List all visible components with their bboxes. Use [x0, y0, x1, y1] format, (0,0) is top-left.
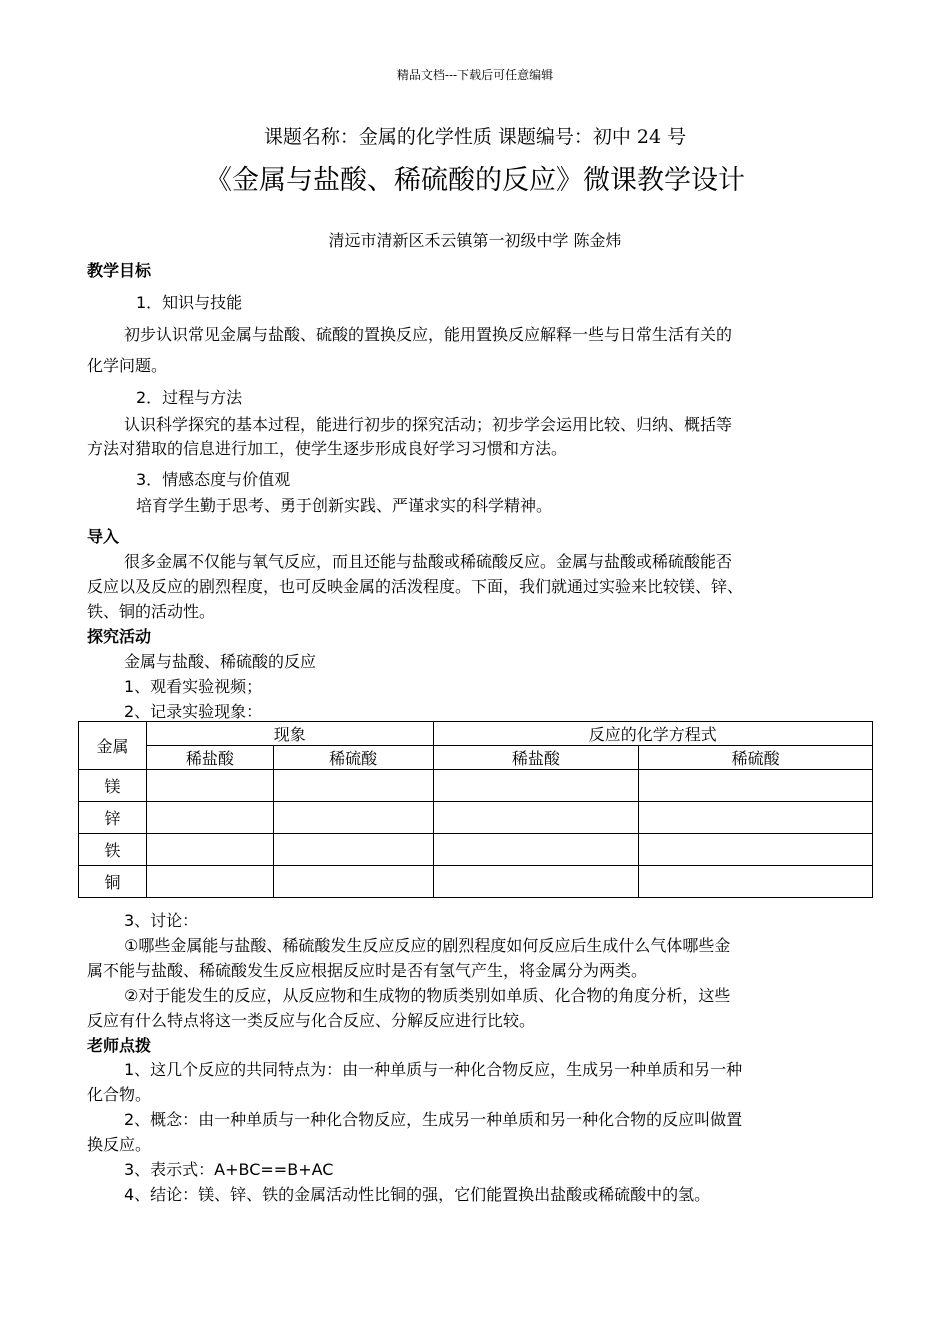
blank-cell [433, 802, 639, 834]
objective-1-text-line1: 初步认识常见金属与盐酸、硫酸的置换反应，能用置换反应解释一些与日常生活有关的 [124, 325, 733, 344]
blank-cell [273, 834, 433, 866]
activity-step1: 1、观看实验视频； [124, 677, 263, 696]
header-metal: 金属 [79, 722, 147, 770]
activity-step3: 3、讨论： [124, 911, 199, 930]
discussion-q2-line1: ②对于能发生的反应，从反应物和生成物的物质类别如单质、化合物的角度分析，这些 [124, 986, 731, 1005]
observation-table [78, 721, 873, 898]
blank-cell [146, 802, 273, 834]
metal-cell: 铁 [79, 834, 147, 866]
header-equation: 反应的化学方程式 [433, 722, 872, 746]
intro-line2: 反应以及反应的剧烈程度，也可反映金属的活泼程度。下面，我们就通过实验来比较镁、锌、 [87, 577, 744, 596]
activity-heading: 探究活动 [87, 627, 152, 646]
objective-1-text-line2: 化学问题。 [87, 356, 168, 375]
discussion-q1-line2: 属不能与盐酸、稀硫酸发生反应根据反应时是否有氢气产生，将金属分为两类。 [87, 961, 648, 980]
teacher-heading: 老师点拨 [87, 1036, 152, 1055]
subject-line: 课题名称：金属的化学性质 课题编号：初中 24 号 [263, 126, 687, 148]
metal-cell: 锌 [79, 802, 147, 834]
subheader-hcl: 稀盐酸 [146, 746, 273, 770]
teacher-p3: 3、表示式：A+BC==B+AC [124, 1160, 334, 1179]
objective-2-text-line2: 方法对猎取的信息进行加工，使学生逐步形成良好学习习惯和方法。 [87, 439, 568, 458]
blank-cell [433, 770, 639, 802]
teacher-p1-line2: 化合物。 [87, 1085, 152, 1104]
objective-2-title: 2．过程与方法 [136, 388, 243, 407]
blank-cell [146, 834, 273, 866]
blank-cell [146, 866, 273, 898]
header-phenomenon: 现象 [146, 722, 433, 746]
teacher-p4: 4、结论：镁、锌、铁的金属活动性比铜的强，它们能置换出盐酸或稀硫酸中的氢。 [124, 1185, 711, 1204]
teacher-p1-line1: 1、这几个反应的共同特点为：由一种单质与一种化合物反应，生成另一种单质和另一种 [124, 1060, 743, 1079]
table-row [79, 834, 873, 866]
intro-line3: 铁、铜的活动性。 [87, 602, 216, 621]
objective-1-title: 1．知识与技能 [136, 293, 243, 312]
intro-line1: 很多金属不仅能与氧气反应，而且还能与盐酸或稀硫酸反应。金属与盐酸或稀硫酸能否 [124, 552, 733, 571]
page-title: 《金属与盐酸、稀硫酸的反应》微课教学设计 [205, 165, 745, 196]
table-row [79, 770, 873, 802]
subheader-hcl: 稀盐酸 [433, 746, 639, 770]
discussion-q1-line1: ①哪些金属能与盐酸、稀硫酸发生反应反应的剧烈程度如何反应后生成什么气体哪些金 [124, 936, 731, 955]
table-row [79, 866, 873, 898]
author-line: 清远市清新区禾云镇第一初级中学 陈金炜 [328, 231, 622, 250]
blank-cell [639, 834, 873, 866]
watermark: 精品文档---下载后可任意编辑 [396, 68, 554, 82]
blank-cell [639, 802, 873, 834]
objectives-heading: 教学目标 [87, 261, 152, 280]
discussion-q2-line2: 反应有什么特点将这一类反应与化合反应、分解反应进行比较。 [87, 1011, 536, 1030]
blank-cell [639, 866, 873, 898]
blank-cell [433, 834, 639, 866]
blank-cell [273, 866, 433, 898]
activity-step2: 2、记录实验现象： [124, 702, 263, 721]
teacher-p2-line2: 换反应。 [87, 1135, 152, 1154]
teacher-p2-line1: 2、概念：由一种单质与一种化合物反应，生成另一种单质和另一种化合物的反应叫做置 [124, 1110, 743, 1129]
table-row [79, 802, 873, 834]
blank-cell [273, 802, 433, 834]
subheader-h2so4: 稀硫酸 [639, 746, 873, 770]
intro-heading: 导入 [87, 527, 120, 546]
objective-2-text-line1: 认识科学探究的基本过程，能进行初步的探究活动；初步学会运用比较、归纳、概括等 [124, 415, 733, 434]
subheader-h2so4: 稀硫酸 [273, 746, 433, 770]
objective-3-text: 培育学生勤于思考、勇于创新实践、严谨求实的科学精神。 [136, 496, 553, 515]
blank-cell [273, 770, 433, 802]
activity-topic: 金属与盐酸、稀硫酸的反应 [124, 652, 317, 671]
blank-cell [146, 770, 273, 802]
blank-cell [639, 770, 873, 802]
metal-cell: 镁 [79, 770, 147, 802]
metal-cell: 铜 [79, 866, 147, 898]
objective-3-title: 3．情感态度与价值观 [136, 470, 291, 489]
blank-cell [433, 866, 639, 898]
